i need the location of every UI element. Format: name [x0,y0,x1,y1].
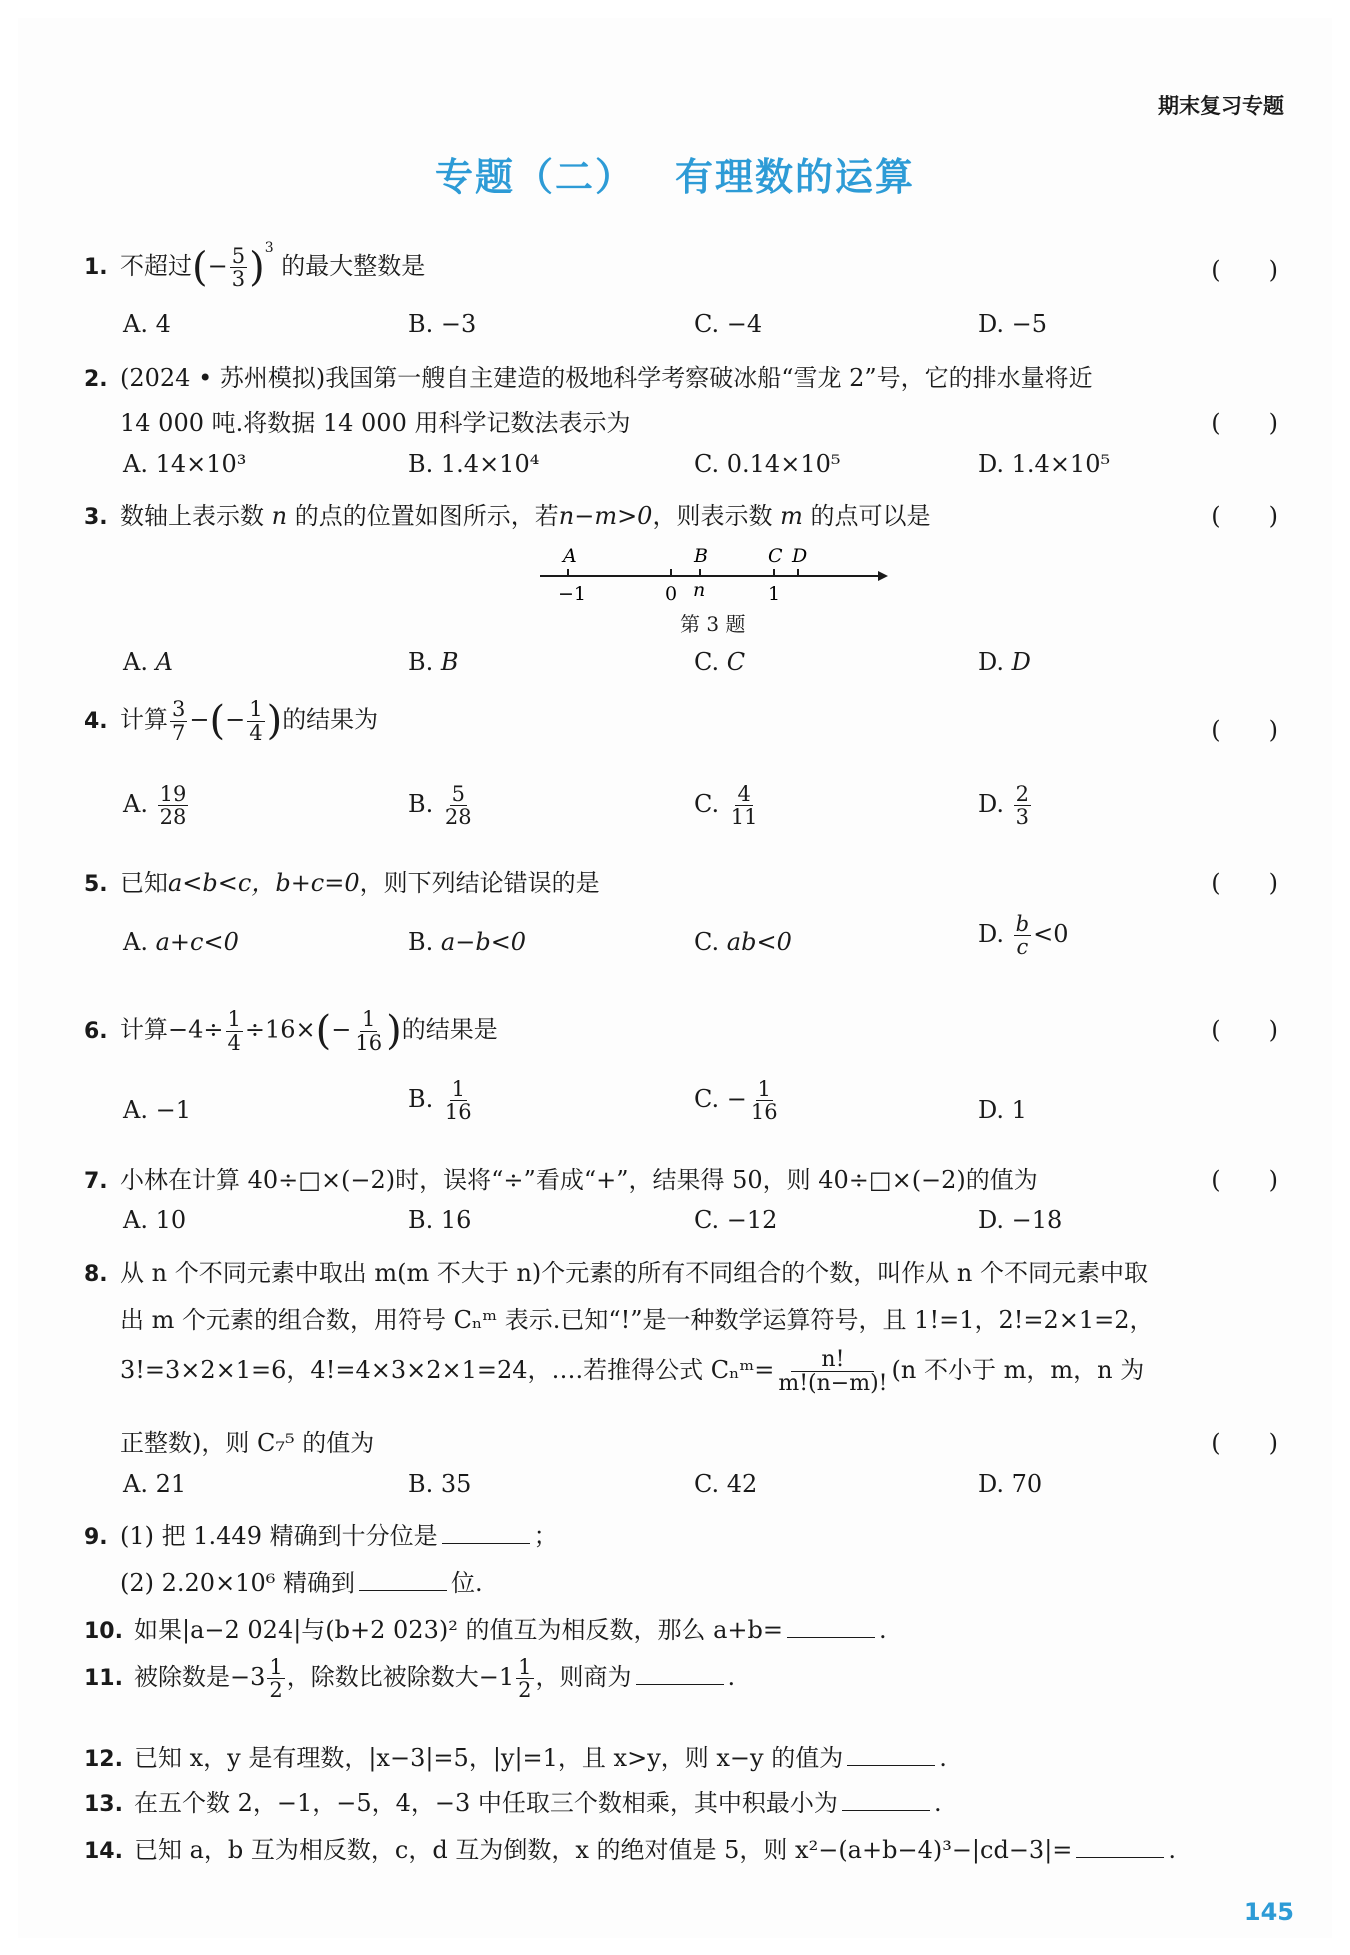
question-number: 3. [84,505,108,530]
question-2 [84,358,1093,393]
question-text: 的点的位置如图所示，若 [294,502,559,530]
question-number: 6. [84,1018,108,1044]
title-part2: 有理数的运算 [675,155,916,199]
option-d: D. −18 [978,1206,1063,1234]
answer-bracket: ( ) [1211,1429,1278,1457]
question-number: 5. [84,872,108,897]
answer-blank[interactable] [636,1664,724,1685]
point-a-label: A [563,545,577,567]
option-a: A. 21 [123,1470,187,1498]
question-number: 8. [84,1262,108,1287]
question-text: 的最大整数是 [281,252,426,280]
option-b: B. B [408,648,459,676]
question-text: 在五个数 2，−1，−5，4，−3 中任取三个数相乘，其中积最小为 [134,1789,838,1817]
question-number: 10. [84,1619,123,1644]
point-d-label: D [792,545,808,567]
option-a: A. A [123,648,173,676]
answer-bracket: ( ) [1211,869,1278,897]
option-b: B. $\frac{1}{16}$ [408,1077,472,1125]
question-5 [84,863,600,898]
answer-blank[interactable] [1076,1837,1164,1858]
page-number: 145 [1243,1898,1294,1926]
question-8-line3: 3!=3×2×1=6，4!=4×3×2×1=24，….若推得公式 Cₙᵐ= $\frac{n!}{m!(n-m)!}$ (n 不小于 m，m，n 为 [120,1347,1145,1397]
question-11: 11. 被除数是−3 $\frac{1}{2}$ ，除数比被除数大−1 $\frac{1}{2}$ ，则商为 . [84,1655,736,1703]
option-d: D. −5 [978,310,1048,338]
option-c: C. −12 [694,1206,778,1234]
number-line-figure [528,538,888,608]
option-a: A. 14×10³ [123,450,247,478]
question-text: 小林在计算 40÷□×(−2)时，误将“÷”看成“+”，结果得 50，则 40÷□×(−2)的值为 [120,1166,1038,1194]
question-8-line2: 出 m 个元素的组合数，用符号 Cₙᵐ 表示.已知“!”是一种数学运算符号，且 1!=1，2!=2×1=2， [120,1306,1154,1334]
option-a: A. 10 [123,1206,187,1234]
answer-bracket: ( ) [1211,1166,1278,1194]
question-text: 已知 [120,869,168,897]
question-4: 4. 计算 $\frac{3}{7}$ −(− $\frac{1}{4}$ )的结果为 [84,697,379,745]
fraction: $\frac{1}{4}$ [227,1007,241,1055]
question-number: 1. [84,255,108,280]
tick-label-n: n [693,579,706,601]
option-b: B. $\frac{5}{28}$ [408,782,472,830]
question-number: 2. [84,367,108,392]
question-number: 12. [84,1747,123,1772]
answer-blank[interactable] [359,1570,447,1591]
var-m: m [780,502,803,530]
point-b-label: B [694,545,708,567]
section-tag: 期末复习专题 [1158,94,1284,118]
option-c: C. 42 [694,1470,758,1498]
question-text: ，则表示数 [652,502,773,530]
tick-label-0: 0 [665,583,678,605]
option-d: D. $\frac{2}{3}$ [978,782,1030,830]
question-number: 14. [84,1839,123,1864]
answer-blank[interactable] [787,1617,875,1638]
title-part1: 专题（二） [434,155,635,199]
question-10: 10. 如果|a−2 024|与(b+2 023)² 的值互为相反数，那么 a+b= . [84,1616,887,1644]
option-c: C. 0.14×10⁵ [694,450,841,478]
question-12: 12. 已知 x，y 是有理数，|x−3|=5，|y|=1，且 x>y，则 x−y 的值为 . [84,1744,947,1772]
tick-label-minus1: −1 [558,583,587,605]
option-d: D. 70 [978,1470,1043,1498]
option-c: C. ab<0 [694,928,792,956]
answer-bracket: ( ) [1211,256,1278,284]
question-text: (1) 把 1.449 精确到十分位是 [120,1522,438,1550]
question-9: 9. (1) 把 1.449 精确到十分位是 ； [84,1522,558,1550]
answer-blank[interactable] [442,1523,530,1544]
question-number: 9. [84,1525,108,1550]
question-9-part2: (2) 2.20×10⁶ 精确到 位. [120,1569,483,1597]
option-c: C. − $\frac{1}{16}$ [694,1077,778,1125]
question-text: 已知 x，y 是有理数，|x−3|=5，|y|=1，且 x>y，则 x−y 的值为 [134,1744,844,1772]
condition: n−m>0 [558,502,653,530]
option-d: D. 1 [978,1096,1027,1124]
question-14: 14. 已知 a，b 互为相反数，c，d 互为倒数，x 的绝对值是 5，则 x²−(a+b−4)³−|cd−3|= . [84,1836,1177,1864]
option-c: C. $\frac{4}{11}$ [694,782,758,830]
question-7 [84,1160,1038,1195]
condition: a<b<c，b+c=0 [168,869,360,897]
question-number: 7. [84,1169,108,1194]
question-text: 计算 [120,705,168,734]
option-b: B. 16 [408,1206,472,1234]
fraction: $\frac{1}{16}$ [355,1007,383,1055]
question-8-line4: 正整数)，则 C₇⁵ 的值为 [120,1429,375,1457]
option-a: A. $\frac{19}{28}$ [123,782,187,830]
figure-caption: 第 3 题 [680,612,746,636]
option-b: B. a−b<0 [408,928,527,956]
question-number: 13. [84,1792,123,1817]
question-text: ÷16× [244,1015,316,1044]
option-d: D. 1.4×10⁵ [978,450,1111,478]
fraction: $\frac{5}{3}$ [231,243,246,291]
page-sheet [18,18,1332,1938]
option-b: B. 35 [408,1470,472,1498]
option-d: D. $\frac{b}{c}$ <0 [978,912,1069,960]
question-8 [84,1253,1148,1288]
question-text: 如果|a−2 024|与(b+2 023)² 的值互为相反数，那么 a+b= [134,1616,783,1644]
answer-bracket: ( ) [1211,716,1278,744]
page-title [18,146,1332,201]
answer-bracket: ( ) [1211,409,1278,437]
question-text: 的点可以是 [810,502,931,530]
option-c: C. −4 [694,310,763,338]
question-text: 的结果是 [401,1015,498,1044]
answer-blank[interactable] [842,1790,930,1811]
var-n: n [271,502,288,530]
question-text: 的结果为 [282,705,379,734]
question-3 [84,496,931,531]
question-number: 11. [84,1666,123,1692]
question-2-line2: 14 000 吨.将数据 14 000 用科学记数法表示为 [120,409,631,437]
question-13: 13. 在五个数 2，−1，−5，4，−3 中任取三个数相乘，其中积最小为 . [84,1789,942,1817]
question-text: (2024 • 苏州模拟)我国第一艘自主建造的极地科学考察破冰船“雪龙 2”号，它的排水量将近 [120,364,1093,392]
answer-bracket: ( ) [1211,1016,1278,1044]
question-text: 不超过 [120,252,192,280]
option-d: D. D [978,648,1031,676]
tick-label-1: 1 [768,583,781,605]
point-c-label: C [768,545,783,567]
option-b: B. 1.4×10⁴ [408,450,540,478]
question-text: 被除数是−3 [134,1663,266,1692]
option-a: A. 4 [123,310,171,338]
question-1: 1. 不超过(− $\frac{5}{3}$ )$^3$ 的最大整数是 [84,240,426,291]
answer-bracket: ( ) [1211,502,1278,530]
question-number: 4. [84,708,108,734]
question-text: 从 n 个不同元素中取出 m(m 不大于 n)个元素的所有不同组合的个数，叫作从 n 个不同元素中取 [120,1259,1149,1287]
fraction: $\frac{1}{4}$ [249,697,263,745]
option-a: A. −1 [123,1096,191,1124]
question-text: 计算−4÷ [120,1015,224,1044]
fraction: $\frac{3}{7}$ [172,697,186,745]
option-b: B. −3 [408,310,477,338]
question-text: ，则下列结论错误的是 [359,869,600,897]
question-6: 6. 计算−4÷ $\frac{1}{4}$ ÷16×(− $\frac{1}{16}$ )的结果是 [84,1007,498,1055]
question-text: 数轴上表示数 [120,502,264,530]
option-a: A. a+c<0 [123,928,239,956]
question-text: 已知 a，b 互为相反数，c，d 互为倒数，x 的绝对值是 5，则 x²−(a+b−4)³−|cd−3|= [134,1836,1073,1864]
answer-blank[interactable] [847,1745,935,1766]
option-c: C. C [694,648,746,676]
